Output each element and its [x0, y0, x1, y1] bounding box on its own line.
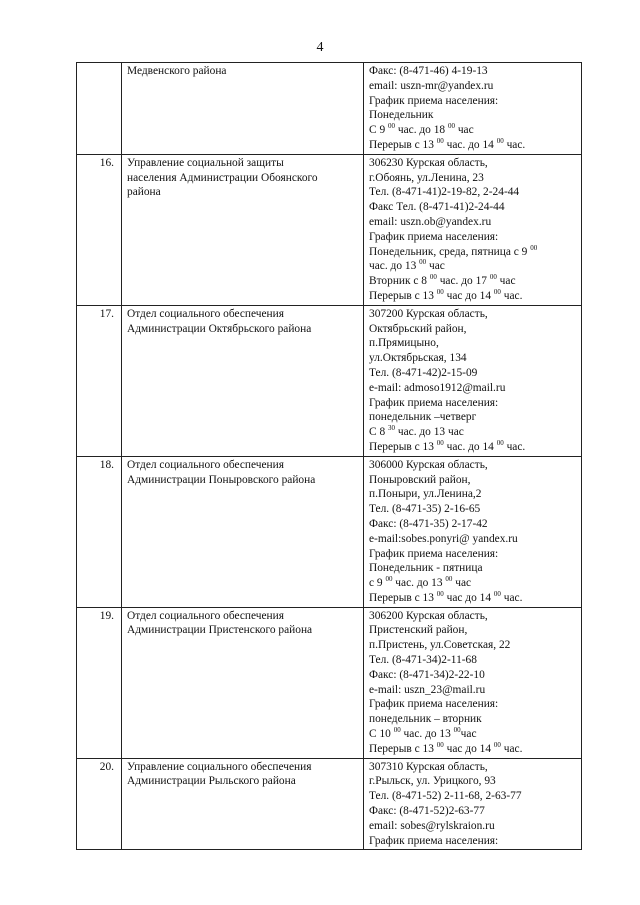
- contact-info-line: с 9 $^{00}$ час. до 13 $^{00}$ час: [369, 575, 472, 590]
- time-minutes-superscript: 00: [436, 136, 444, 145]
- contact-info-line: email: uszn.ob@yandex.ru: [369, 215, 492, 228]
- time-minutes-superscript: 30: [388, 424, 395, 433]
- contact-info: [364, 607, 582, 758]
- time-minutes-superscript: 00: [453, 726, 461, 735]
- contact-info-line: Тел. (8-471-35) 2-16-65: [369, 503, 481, 516]
- contact-info-line: 307310 Курская область,: [369, 760, 488, 773]
- contact-info-line: График приема населения:: [369, 396, 499, 409]
- time-minutes-superscript: 00: [419, 258, 427, 267]
- department-name-line: населения Администрации Обоянского: [127, 171, 318, 184]
- contact-info-line: Факс: (8-471-46) 4-19-13: [369, 65, 488, 77]
- contact-info-line: Факс Тел. (8-471-41)2-24-44: [369, 201, 505, 214]
- row-number: 20.: [77, 758, 122, 850]
- department-name: [122, 607, 364, 758]
- department-name-line: Управление социальной защиты: [127, 156, 284, 169]
- contact-info-line: Перерыв с 13 $^{00}$ час до 14 $^{00}$ час.: [369, 589, 523, 604]
- contact-info-line: Факс: (8-471-34)2-22-10: [369, 668, 485, 681]
- department-name-line: района: [127, 186, 161, 199]
- contact-info: [364, 758, 582, 850]
- row-number: 16.: [77, 154, 122, 305]
- contact-info-line: п.Прямицыно,: [369, 337, 439, 350]
- contact-info-line: Тел. (8-471-42)2-15-09: [369, 366, 478, 379]
- contact-info-line: e-mail: admoso1912@mail.ru: [369, 381, 506, 394]
- contact-info-line: 307200 Курская область,: [369, 307, 488, 320]
- contact-info-line: Понедельник - пятница: [369, 562, 483, 575]
- time-minutes-superscript: 00: [493, 287, 501, 296]
- department-name: [122, 456, 364, 607]
- contact-info-line: Понедельник: [369, 109, 434, 122]
- contact-info-line: п.Поныри, ул.Ленина,2: [369, 488, 482, 501]
- time-minutes-superscript: 00: [447, 122, 455, 131]
- contact-info-line: Тел. (8-471-52) 2-11-68, 2-63-77: [369, 790, 522, 803]
- contact-info-line: Вторник с 8 $^{00}$ час. до 17 $^{00}$ час: [369, 273, 516, 288]
- table-row: [77, 63, 582, 155]
- contact-info-line: email: uszn-mr@yandex.ru: [369, 79, 494, 92]
- contact-info-line: Октябрьский район,: [369, 322, 467, 335]
- contact-info-line: понедельник – вторник: [369, 713, 482, 726]
- contact-info-line: Факс: (8-471-52)2-63-77: [369, 805, 485, 818]
- time-minutes-superscript: 00: [436, 438, 444, 447]
- contact-info-line: Тел. (8-471-41)2-19-82, 2-24-44: [369, 186, 520, 199]
- time-minutes-superscript: 00: [436, 740, 444, 749]
- contact-info-line: e-mail: uszn_23@mail.ru: [369, 683, 486, 696]
- contact-info-line: График приема населения:: [369, 834, 499, 847]
- row-number: 17.: [77, 305, 122, 456]
- contact-info-line: e-mail:sobes.ponyri@ yandex.ru: [369, 532, 518, 545]
- table-row: [77, 607, 582, 758]
- contact-info-line: Перерыв с 13 $^{00}$ час. до 14 $^{00}$ час.: [369, 438, 526, 453]
- time-minutes-superscript: 00: [489, 273, 497, 282]
- table-row: [77, 305, 582, 456]
- department-name-line: Отдел социального обеспечения: [127, 307, 284, 320]
- time-minutes-superscript: 00: [385, 575, 393, 584]
- contact-info-line: ул.Октябрьская, 134: [369, 352, 467, 365]
- time-minutes-superscript: 00: [445, 575, 453, 584]
- contact-info-line: понедельник –четверг: [369, 411, 477, 424]
- row-number: 19.: [77, 607, 122, 758]
- contact-info-line: email: sobes@rylskraion.ru: [369, 819, 495, 832]
- contact-info: [364, 456, 582, 607]
- contact-info-line: Пристенский район,: [369, 624, 468, 637]
- time-minutes-superscript: 00: [496, 438, 504, 447]
- contact-info-line: Перерыв с 13 $^{00}$ час до 14 $^{00}$ час.: [369, 287, 523, 302]
- department-name-line: Администрации Пристенского района: [127, 624, 313, 637]
- contact-info-line: 306200 Курская область,: [369, 609, 488, 622]
- contact-info-line: График приема населения:: [369, 94, 499, 107]
- time-minutes-superscript: 00: [393, 726, 401, 735]
- contacts-table-body: [77, 63, 582, 850]
- table-row: [77, 154, 582, 305]
- page-number: 4: [316, 40, 324, 55]
- time-minutes-superscript: 00: [436, 287, 444, 296]
- contact-info-line: Перерыв с 13 $^{00}$ час. до 14 $^{00}$ час.: [369, 136, 526, 151]
- department-name: [122, 305, 364, 456]
- table-row: [77, 758, 582, 850]
- contact-info-line: 306230 Курская область,: [369, 156, 488, 169]
- department-name: [122, 63, 364, 155]
- contact-info-line: Тел. (8-471-34)2-11-68: [369, 654, 477, 667]
- department-name-line: Управление социального обеспечения: [127, 760, 312, 773]
- contact-info-line: г.Рыльск, ул. Урицкого, 93: [369, 775, 496, 788]
- time-minutes-superscript: 00: [388, 122, 395, 131]
- time-minutes-superscript: 00: [493, 589, 501, 598]
- table-row: [77, 456, 582, 607]
- contact-info: [364, 154, 582, 305]
- contact-info-line: График приема населения:: [369, 230, 499, 243]
- contact-info: [364, 305, 582, 456]
- time-minutes-superscript: 00: [436, 589, 444, 598]
- time-minutes-superscript: 00: [493, 740, 501, 749]
- department-name-line: Отдел социального обеспечения: [127, 609, 284, 622]
- contact-info-line: С 10 $^{00}$ час. до 13 $^{00}$час: [369, 726, 477, 741]
- time-minutes-superscript: 00: [429, 273, 437, 282]
- contact-info-line: С 8 $^{30}$ час. до 13 час: [369, 424, 464, 439]
- contact-info-line: С 9 $^{00}$ час. до 18 $^{00}$ час: [369, 122, 474, 137]
- department-name-line: Отдел социального обеспечения: [127, 458, 284, 471]
- department-name: [122, 758, 364, 850]
- contact-info-line: График приема населения:: [369, 547, 499, 560]
- contacts-table: [76, 62, 582, 850]
- department-name-line: Администрации Поныровского района: [127, 473, 316, 486]
- contact-info-line: п.Пристень, ул.Советская, 22: [369, 639, 511, 652]
- contact-info-line: Факс: (8-471-35) 2-17-42: [369, 517, 488, 530]
- department-name-line: Медвенского района: [127, 65, 227, 77]
- department-name-line: Администрации Рыльского района: [127, 775, 296, 788]
- contact-info-line: 306000 Курская область,: [369, 458, 488, 471]
- contact-info: [364, 63, 582, 155]
- contact-info-line: час. до 13 $^{00}$ час: [369, 258, 445, 273]
- time-minutes-superscript: 00: [530, 243, 538, 252]
- time-minutes-superscript: 00: [496, 136, 504, 145]
- contact-info-line: График приема населения:: [369, 698, 499, 711]
- contact-info-line: Поныровский район,: [369, 473, 471, 486]
- row-number: 18.: [77, 456, 122, 607]
- row-number: [77, 63, 122, 155]
- contact-info-line: г.Обоянь, ул.Ленина, 23: [369, 171, 484, 184]
- contact-info-line: Понедельник, среда, пятница с 9 $^{00}$: [369, 243, 538, 258]
- department-name: [122, 154, 364, 305]
- department-name-line: Администрации Октябрьского района: [127, 322, 312, 335]
- contact-info-line: Перерыв с 13 $^{00}$ час до 14 $^{00}$ час.: [369, 740, 523, 755]
